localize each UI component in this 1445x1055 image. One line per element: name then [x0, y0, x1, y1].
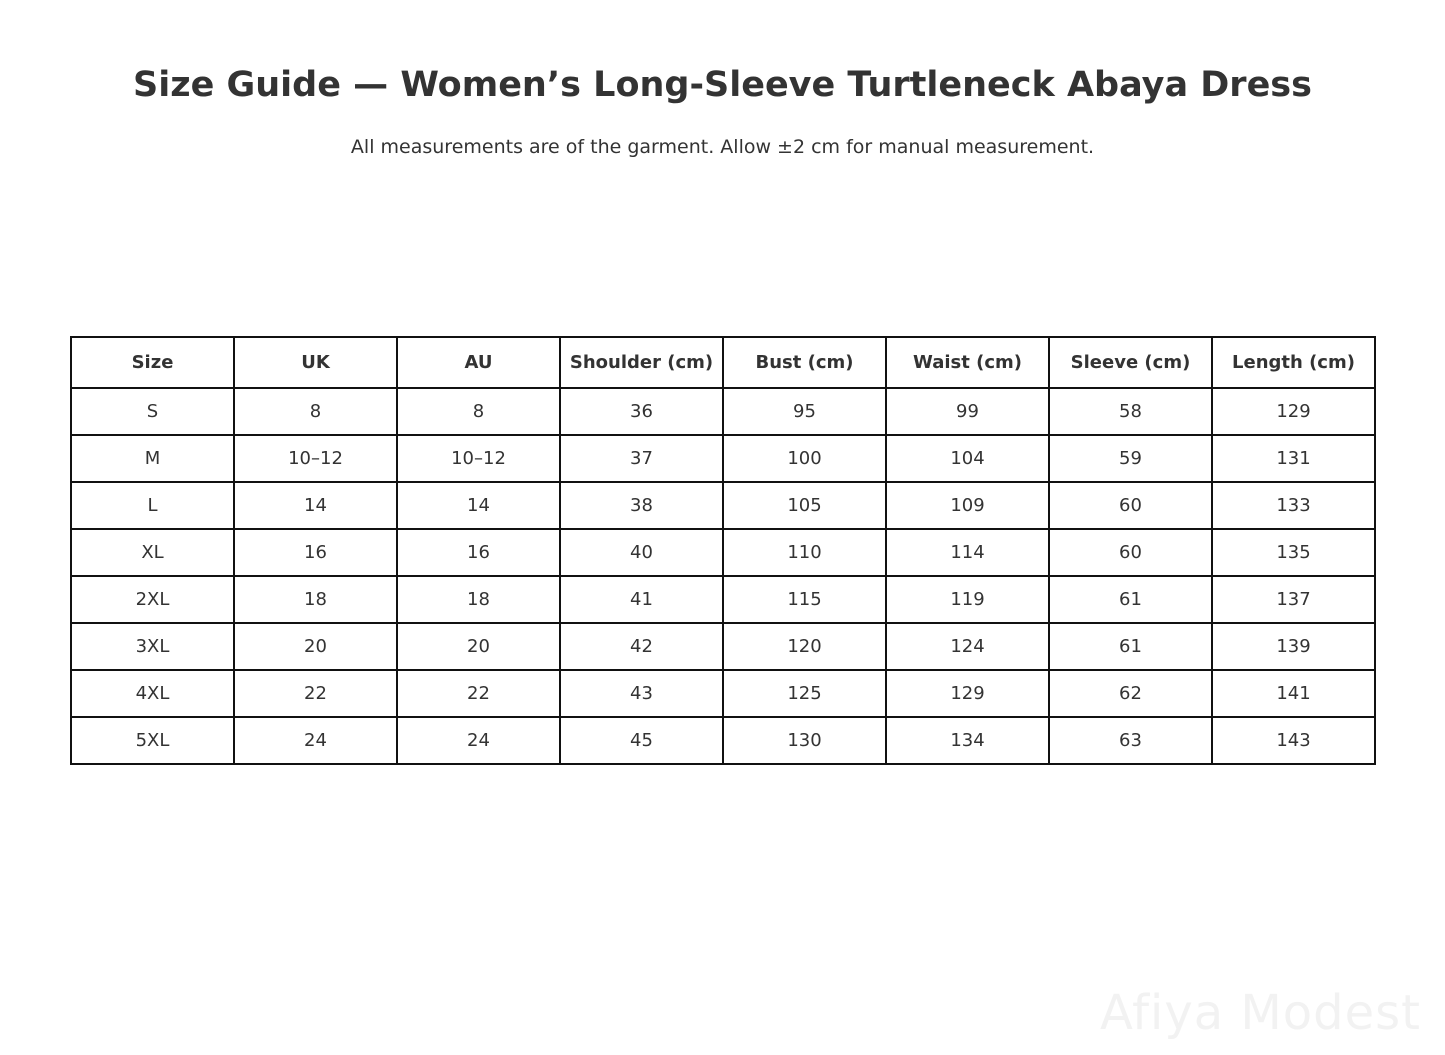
cell-size: 4XL [71, 670, 234, 717]
cell-bust: 105 [723, 482, 886, 529]
cell-shoulder: 40 [560, 529, 723, 576]
header-waist: Waist (cm) [886, 337, 1049, 388]
cell-uk: 22 [234, 670, 397, 717]
cell-size: XL [71, 529, 234, 576]
cell-length: 137 [1212, 576, 1375, 623]
table-row [71, 388, 1375, 435]
header-row [71, 337, 1375, 388]
cell-bust: 110 [723, 529, 886, 576]
cell-waist: 124 [886, 623, 1049, 670]
cell-sleeve: 60 [1049, 482, 1212, 529]
cell-uk: 20 [234, 623, 397, 670]
cell-bust: 120 [723, 623, 886, 670]
cell-shoulder: 37 [560, 435, 723, 482]
cell-sleeve: 62 [1049, 670, 1212, 717]
cell-shoulder: 38 [560, 482, 723, 529]
header-sleeve: Sleeve (cm) [1049, 337, 1212, 388]
cell-au: 14 [397, 482, 560, 529]
header-bust: Bust (cm) [723, 337, 886, 388]
cell-length: 139 [1212, 623, 1375, 670]
cell-au: 18 [397, 576, 560, 623]
table-row [71, 717, 1375, 764]
cell-bust: 130 [723, 717, 886, 764]
cell-waist: 129 [886, 670, 1049, 717]
table-row [71, 435, 1375, 482]
cell-size: M [71, 435, 234, 482]
cell-length: 133 [1212, 482, 1375, 529]
table-body [71, 388, 1375, 764]
cell-length: 131 [1212, 435, 1375, 482]
size-guide-table [70, 336, 1376, 765]
header-uk: UK [234, 337, 397, 388]
cell-size: 2XL [71, 576, 234, 623]
cell-au: 20 [397, 623, 560, 670]
header-length: Length (cm) [1212, 337, 1375, 388]
table-row [71, 623, 1375, 670]
cell-au: 8 [397, 388, 560, 435]
cell-sleeve: 58 [1049, 388, 1212, 435]
cell-shoulder: 43 [560, 670, 723, 717]
header-size: Size [71, 337, 234, 388]
cell-size: L [71, 482, 234, 529]
cell-au: 22 [397, 670, 560, 717]
table-row [71, 482, 1375, 529]
cell-shoulder: 45 [560, 717, 723, 764]
cell-waist: 104 [886, 435, 1049, 482]
brand-watermark: Afiya Modest [1099, 985, 1421, 1041]
cell-bust: 100 [723, 435, 886, 482]
cell-uk: 14 [234, 482, 397, 529]
cell-sleeve: 61 [1049, 623, 1212, 670]
cell-waist: 109 [886, 482, 1049, 529]
table-row [71, 576, 1375, 623]
cell-shoulder: 42 [560, 623, 723, 670]
table-header [71, 337, 1375, 388]
page-title: Size Guide — Women’s Long-Sleeve Turtleneck Abaya Dress [133, 65, 1312, 105]
cell-sleeve: 61 [1049, 576, 1212, 623]
cell-waist: 114 [886, 529, 1049, 576]
cell-uk: 8 [234, 388, 397, 435]
header-au: AU [397, 337, 560, 388]
cell-uk: 18 [234, 576, 397, 623]
cell-sleeve: 60 [1049, 529, 1212, 576]
cell-bust: 95 [723, 388, 886, 435]
cell-au: 10–12 [397, 435, 560, 482]
cell-length: 143 [1212, 717, 1375, 764]
cell-shoulder: 36 [560, 388, 723, 435]
cell-uk: 16 [234, 529, 397, 576]
cell-waist: 134 [886, 717, 1049, 764]
cell-length: 135 [1212, 529, 1375, 576]
table-row [71, 670, 1375, 717]
cell-length: 141 [1212, 670, 1375, 717]
cell-sleeve: 59 [1049, 435, 1212, 482]
cell-length: 129 [1212, 388, 1375, 435]
cell-uk: 24 [234, 717, 397, 764]
cell-shoulder: 41 [560, 576, 723, 623]
cell-waist: 99 [886, 388, 1049, 435]
header-shoulder: Shoulder (cm) [560, 337, 723, 388]
cell-size: 3XL [71, 623, 234, 670]
cell-size: 5XL [71, 717, 234, 764]
cell-size: S [71, 388, 234, 435]
cell-sleeve: 63 [1049, 717, 1212, 764]
cell-au: 16 [397, 529, 560, 576]
cell-au: 24 [397, 717, 560, 764]
table-row [71, 529, 1375, 576]
cell-bust: 125 [723, 670, 886, 717]
cell-waist: 119 [886, 576, 1049, 623]
cell-uk: 10–12 [234, 435, 397, 482]
page-subtitle: All measurements are of the garment. Allow ±2 cm for manual measurement. [350, 136, 1095, 158]
cell-bust: 115 [723, 576, 886, 623]
